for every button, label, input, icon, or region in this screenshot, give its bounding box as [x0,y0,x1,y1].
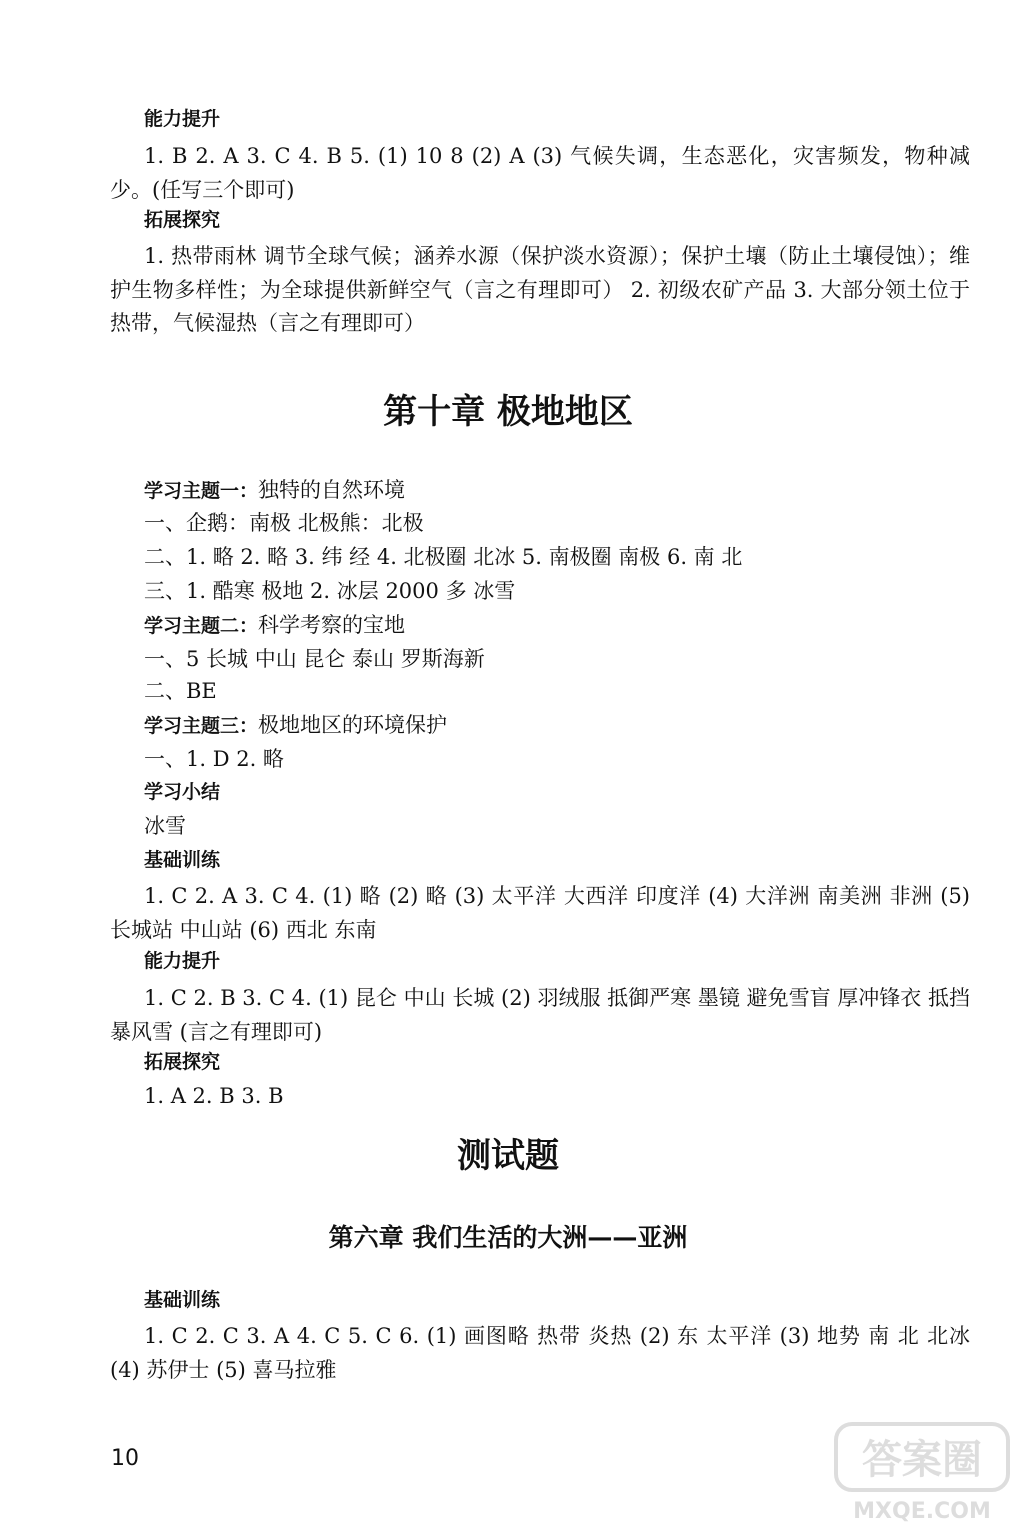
basic-heading: 基础训练 [144,849,221,871]
extend-heading-1: 拓展探究 [144,209,221,231]
watermark-site-text: MXQE.COM [853,1499,991,1524]
theme1-line: 一、企鹅：南极 北极熊：北极 [144,511,424,535]
extend-answer-2: 1. A 2. B 3. B [144,1084,284,1108]
extend-answer-1: 1. 热带雨林 调节全球气候；涵养水源（保护淡水资源）；保护土壤（防止土壤侵蚀）；维护生物多样性；为全球提供新鲜空气（言之有理即可） 2. 初级农矿产品 3. 大部分领土位于热带，气候湿热（言之有理即可） [110,244,970,335]
watermark-logo [832,1418,1012,1530]
theme1-line: 三、1. 酷寒 极地 2. 冰层 2000 多 冰雪 [144,579,516,603]
theme3-heading-row [144,710,447,741]
theme2-line: 一、5 长城 中山 昆仑 泰山 罗斯海新 [144,647,485,671]
page-number: 10 [111,1446,139,1471]
watermark-logo-text: 答案圈 [862,1437,982,1483]
chapter-title: 第十章 极地地区 [383,392,633,432]
basic-answer: 1. C 2. A 3. C 4. (1) 略 (2) 略 (3) 太平洋 大西洋 印度洋 (4) 大洋洲 南美洲 非洲 (5) 长城站 中山站 (6) 西北 东南 [110,884,970,942]
theme3-line: 一、1. D 2. 略 [144,747,284,771]
theme1-line: 二、1. 略 2. 略 3. 纬 经 4. 北极圈 北冰 5. 南极圈 南极 6. 南 北 [144,545,743,569]
ability-answer-2: 1. C 2. B 3. C 4. (1) 昆仑 中山 长城 (2) 羽绒服 抵御严寒 墨镜 避免雪盲 厚冲锋衣 抵挡暴风雪 (言之有理即可) [110,986,970,1044]
ability-answer-1: 1. B 2. A 3. C 4. B 5. (1) 10 8 (2) A (3) 气候失调，生态恶化，灾害频发，物种减少。(任写三个即可) [110,144,970,202]
theme2-line: 二、BE [144,679,217,703]
theme3-heading: 学习主题三： [144,715,259,737]
theme1-title: 独特的自然环境 [258,478,406,502]
theme2-heading: 学习主题二： [144,615,259,637]
theme3-title: 极地地区的环境保护 [258,713,448,737]
watermark-icon [832,1418,1012,1530]
theme1-heading-row [144,475,405,506]
summary-heading: 学习小结 [144,781,221,803]
ability-heading-2: 能力提升 [144,950,221,972]
test-chapter-title: 第六章 我们生活的大洲——亚洲 [328,1223,688,1252]
test-basic-heading: 基础训练 [144,1289,221,1311]
theme2-heading-row [144,610,405,641]
extend-heading-2: 拓展探究 [144,1051,221,1073]
test-basic-answer: 1. C 2. C 3. A 4. C 5. C 6. (1) 画图略 热带 炎热 (2) 东 太平洋 (3) 地势 南 北 北冰 (4) 苏伊士 (5) 喜马拉雅 [110,1324,970,1382]
ability-heading-1: 能力提升 [144,108,221,130]
theme2-title: 科学考察的宝地 [258,613,406,637]
test-title: 测试题 [457,1136,559,1176]
theme1-heading: 学习主题一： [144,480,259,502]
summary-answer: 冰雪 [144,814,186,838]
